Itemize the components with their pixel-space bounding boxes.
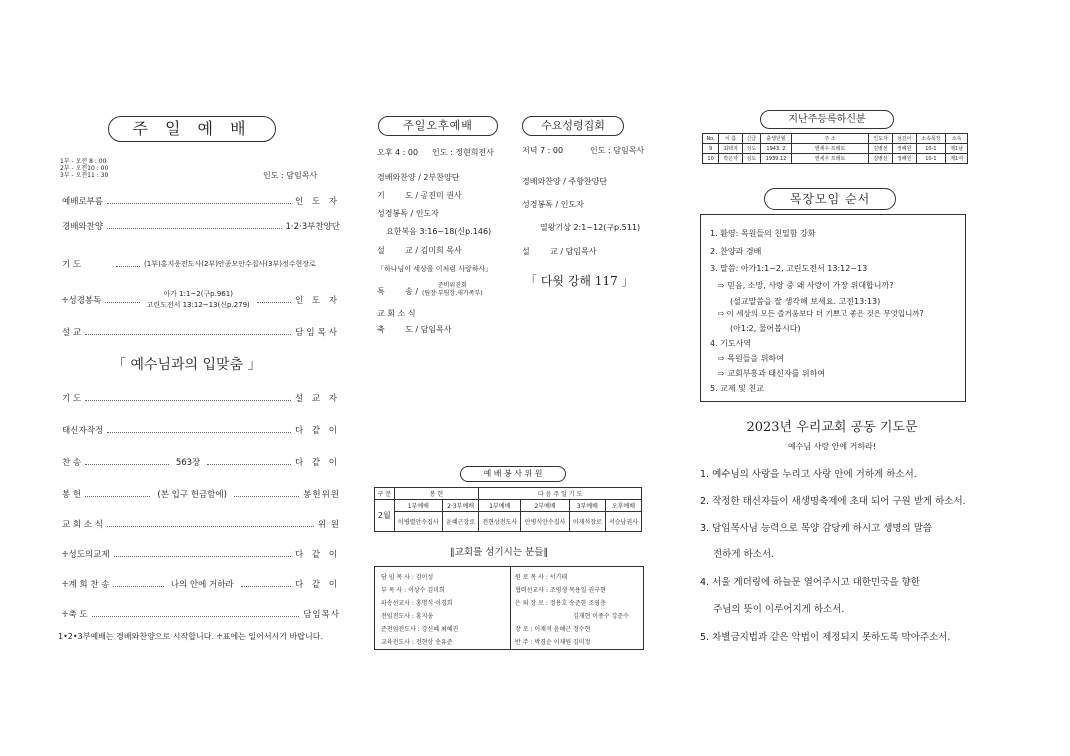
row-label: 예배로부름: [62, 197, 104, 207]
afternoon-time: 오후 4 : 00: [377, 148, 419, 157]
row-scripture: [62, 288, 340, 312]
col-head: 소속: [946, 134, 968, 144]
servants-box: [374, 566, 644, 650]
servant-name: 강신혜 최혜진: [421, 626, 459, 633]
cell: 김병선: [869, 144, 893, 154]
last-week-title: 지난주등록하신분: [760, 110, 894, 129]
row-right: 1·2·3부찬양단: [285, 222, 340, 232]
row-label: ♱성도의교제: [62, 550, 110, 560]
cell-item-5: ⇨ 이 세상의 모든 즐거움보다 더 기쁘고 좋은 것은 무엇입니까?: [718, 309, 924, 318]
wednesday-line-0: 경배와찬양 / 주향찬양단: [522, 177, 608, 186]
col-head: 인도자: [869, 134, 893, 144]
committee-sub: 1부예배: [394, 500, 442, 512]
row2-1: [62, 424, 340, 436]
wednesday-line-2: 열왕기상 2:1~12(구p.511): [540, 223, 641, 232]
afternoon-lead: 인도 : 정현희전사: [432, 148, 494, 157]
special-song: [422, 282, 483, 298]
cell-item-10: 5. 교제 및 친교: [710, 384, 764, 393]
row-mid: (1부)홍지웅전도사(2부)안종모안수집사(3부)정수현장로: [144, 260, 316, 268]
committee-title: 예 배 봉 사 위 원: [460, 466, 566, 482]
committee-head-1: 구 분: [375, 488, 395, 500]
special-song-2: (팀장·부팀장,새가족부): [422, 290, 483, 297]
committee-name: 서승남권사: [605, 512, 641, 532]
prayer-subtitle: 예수님 사랑 안에 거하라!: [787, 442, 877, 451]
cell: 엔세우 프레토: [792, 144, 869, 154]
special-song-1: 준비위진회: [437, 282, 467, 289]
servants-right: [515, 571, 629, 649]
cell-item-6: (아1:2, 물어봅시다): [730, 324, 801, 333]
servant-name: 박경순 이재원 김미정: [534, 639, 591, 646]
servant-name: 조영생 목용일 권구현: [549, 587, 606, 594]
row-right: 위 원: [317, 520, 340, 530]
cell: 10-1: [916, 154, 946, 164]
committee-table: [374, 487, 642, 532]
cell: 엔세우 프레토: [792, 154, 869, 164]
servant-role: 반 주 :: [515, 639, 533, 646]
col-head: 신급: [742, 134, 760, 144]
time-3: 3부 - 오전11 : 30: [60, 172, 109, 179]
afternoon-line-4: 설 교 / 김미희 목사: [377, 246, 462, 255]
table-row: [703, 154, 968, 164]
row-label: 찬 송: [62, 458, 82, 468]
committee-head-2: 봉 헌: [394, 488, 479, 500]
row-mid: 563장: [175, 458, 201, 468]
row2-5: [62, 548, 340, 560]
committee-sub: 2·3부예배: [443, 500, 479, 512]
prayer-line-1: 2. 작정한 태신자들이 새생명축제에 초대 되어 구원 받게 하소서.: [700, 496, 966, 507]
servant-role: 부 목 사 :: [381, 587, 407, 594]
wednesday-time: 저녁 7 : 00: [522, 146, 564, 155]
row-mid: (본 입구 헌금함에): [157, 490, 227, 500]
servant-role: 교육전도사 :: [381, 639, 414, 646]
row-right: 봉헌위원: [303, 490, 340, 500]
servant-name: 정용호 송준한 조영층: [549, 600, 606, 607]
sunday-title: 주 일 예 배: [108, 116, 276, 142]
servant-role: 원 로 목 사 :: [515, 574, 548, 581]
cell: 정혜원: [892, 154, 916, 164]
afternoon-line-2: 성경봉독 / 인도자: [377, 209, 439, 218]
committee-name: 이병렬안수집사: [394, 512, 442, 532]
row-label: 기 도: [62, 260, 82, 270]
scripture-1: 아가 1:1~2(구p.961): [163, 290, 233, 298]
committee-sub: 오후예배: [605, 500, 641, 512]
cell: 1943. 2: [760, 144, 791, 154]
cell-item-2: 3. 말씀: 아가1:1~2, 고린도전서 13:12~13: [710, 264, 868, 273]
afternoon-line-7: 교 회 소 식: [377, 309, 416, 318]
committee-sub: 2부예배: [521, 500, 569, 512]
row-label: 교 회 소 식: [62, 520, 103, 530]
prayer-line-6: 5. 차별금지법과 같은 악법이 제정되지 못하도록 막아주소서.: [700, 632, 951, 643]
cell: 성도: [742, 144, 760, 154]
committee-name: 윤혜근장로: [443, 512, 479, 532]
col-head: 출생년월: [760, 134, 791, 144]
row-label: 경배와찬양: [62, 222, 104, 232]
row-right: 다 같 이: [294, 458, 341, 468]
row2-2: [62, 456, 340, 468]
afternoon-title: 주일오후예배: [378, 116, 498, 136]
cell-item-7: 4. 기도사역: [710, 339, 752, 348]
prayer-line-2: 3. 담임목사님 능력으로 목양 감당케 하시고 생명의 말씀: [700, 523, 933, 534]
row-right: 설 교 자: [294, 394, 340, 404]
sunday-footnote: 1•2•3부예배는 경배와찬양으로 시작합니다. ♱표에는 일어서시기 바랍니다.: [58, 632, 324, 641]
servant-name: 서기태: [549, 574, 568, 581]
servant-role: 파송선교사 :: [381, 600, 414, 607]
col-head: 소속목장: [916, 134, 946, 144]
cell: 제1남: [946, 144, 968, 154]
cell: 제1여: [946, 154, 968, 164]
row2-0: [62, 392, 340, 404]
afternoon-line-8: 축 도 / 담임목사: [377, 325, 452, 334]
cell-meeting-title: 목장모임 순서: [764, 188, 896, 210]
time-2: 2부 - 오전10 : 00: [60, 165, 109, 172]
row-right: 다 같 이: [294, 580, 340, 590]
time-1: 1부 - 오전 8 : 00: [60, 158, 107, 165]
row-label: 봉 헌: [62, 490, 82, 500]
prayer-line-0: 1. 예수님의 사랑을 누리고 사랑 안에 거하게 하소서.: [700, 469, 917, 480]
committee-month: 2월: [375, 500, 395, 532]
row-right: 담임목사: [303, 610, 340, 620]
servant-role: 장 로 :: [515, 626, 533, 633]
servant-name: 홍명식·이경희: [415, 600, 453, 607]
committee-sub: 3부예배: [569, 500, 605, 512]
committee-name: 전현상전도사: [479, 512, 521, 532]
sermon-title: 「 예수님과의 입맞춤 」: [112, 357, 262, 373]
afternoon-line-0: 경배와찬양 / 2부찬양단: [377, 173, 460, 182]
row-label: 기 도: [62, 394, 82, 404]
row2-6: [62, 578, 340, 590]
servant-role: 은 퇴 장 로 :: [515, 600, 548, 607]
sunday-lead: 인도 : 담임목사: [263, 171, 318, 180]
row-praise: [62, 220, 340, 232]
row-right: 다 같 이: [294, 426, 340, 436]
cell: 성도: [742, 154, 760, 164]
servant-name: 이재석 윤혜근 정수현: [534, 626, 591, 633]
scripture-2: 고린도전서 13:12~13(신p.279): [146, 301, 250, 309]
committee-sub: 1부예배: [479, 500, 521, 512]
prayer-line-4: 4. 서울 게더링에 하늘문 열어주시고 대한민국을 향한: [700, 577, 920, 588]
cell-item-3: ⇨ 믿음, 소망, 사랑 중 왜 사랑이 가장 위대합니까?: [718, 281, 894, 290]
afternoon-line-6: 특 송 /: [377, 287, 419, 296]
row-label: 태신자작정: [62, 426, 104, 436]
servant-name: 홍지웅: [415, 613, 434, 620]
prayer-line-5: 주님의 뜻이 이루어지게 하소서.: [713, 604, 845, 615]
wednesday-line-3: 설 교 / 담임목사: [522, 247, 597, 256]
cell: 10: [703, 154, 719, 164]
cell-item-4: (설교말씀을 잘 생각해 보세요. 고전13:13): [730, 297, 881, 306]
row-prayer: [62, 258, 340, 270]
wednesday-line-1: 성경봉독 / 인도자: [522, 200, 584, 209]
afternoon-line-3: 요한복음 3:16~18(신p.146): [386, 227, 492, 236]
sunday-times: [60, 158, 108, 179]
row-label: 설 교: [62, 328, 82, 338]
col-head: No.: [703, 134, 719, 144]
row-right: 다 같 이: [294, 550, 340, 560]
cell: 9: [703, 144, 719, 154]
committee-head-3: 다 음 주 일 기 도: [479, 488, 642, 500]
col-head: 주 소: [792, 134, 869, 144]
cell-item-1: 2. 찬양과 경배: [710, 247, 762, 256]
prayer-line-3: 전하게 하소서.: [713, 549, 775, 560]
servant-name: 전현상 송유준: [415, 639, 453, 646]
cell: 1939.12: [760, 154, 791, 164]
cell: 정혜원: [892, 144, 916, 154]
servant-role: 담 임 목 사 :: [381, 574, 414, 581]
committee-name: 안병식안수집사: [521, 512, 569, 532]
servant-role: 협력선교사 :: [515, 587, 548, 594]
cell-item-0: 1. 환영: 목원들의 친밀함 강화: [710, 229, 816, 238]
row-sermon: [62, 326, 340, 338]
wednesday-lead: 인도 : 담임목사: [590, 146, 645, 155]
servant-role: 준전임전도사 :: [381, 626, 420, 633]
row-mid: 나의 안에 거하라: [170, 580, 234, 590]
row2-4: [62, 518, 340, 530]
servants-left: [381, 571, 458, 649]
cell: 최택지: [719, 144, 743, 154]
servant-name: 김재현 이종수 강준수: [573, 613, 629, 620]
row2-3: [62, 488, 340, 500]
row-call: [62, 195, 340, 207]
cell: 박은자: [719, 154, 743, 164]
servant-role: 전임전도사 :: [381, 613, 414, 620]
row-label: ♱축 도: [62, 610, 88, 620]
cell: 10-1: [916, 144, 946, 154]
row-right: 인 도 자: [294, 197, 340, 207]
row-label: ♱계 희 찬 송: [62, 580, 110, 590]
table-row: [703, 144, 968, 154]
afternoon-line-5: 「하나님이 세상을 이처럼 사랑하사」: [377, 265, 493, 273]
cell-item-9: ⇨ 교회부흥과 태신자를 위하여: [718, 369, 826, 378]
cell: 김병선: [869, 154, 893, 164]
servants-title: ∥교회를 섬기시는 분들∥: [450, 547, 549, 558]
col-head: 이 름: [719, 134, 743, 144]
col-head: 섬김이: [892, 134, 916, 144]
servant-name: 이상수 김미희: [408, 587, 445, 594]
row-right: 담임목사: [295, 328, 340, 338]
wednesday-sermon: 「 다윗 강해 117 」: [525, 274, 634, 288]
wednesday-title: 수요성령집회: [522, 116, 624, 136]
last-week-table: [702, 133, 968, 164]
row-label: ♱성경봉독: [62, 296, 102, 306]
committee-name: 이재석장로: [569, 512, 605, 532]
cell-item-8: ⇨ 목원들을 위하여: [718, 354, 784, 363]
row2-7: [62, 608, 340, 620]
afternoon-line-1: 기 도 / 공진미 권사: [377, 191, 462, 200]
prayer-title: 2023년 우리교회 공동 기도문: [746, 420, 918, 435]
row-right: 인 도 자: [294, 296, 341, 306]
servant-name: 김이성: [415, 574, 434, 581]
